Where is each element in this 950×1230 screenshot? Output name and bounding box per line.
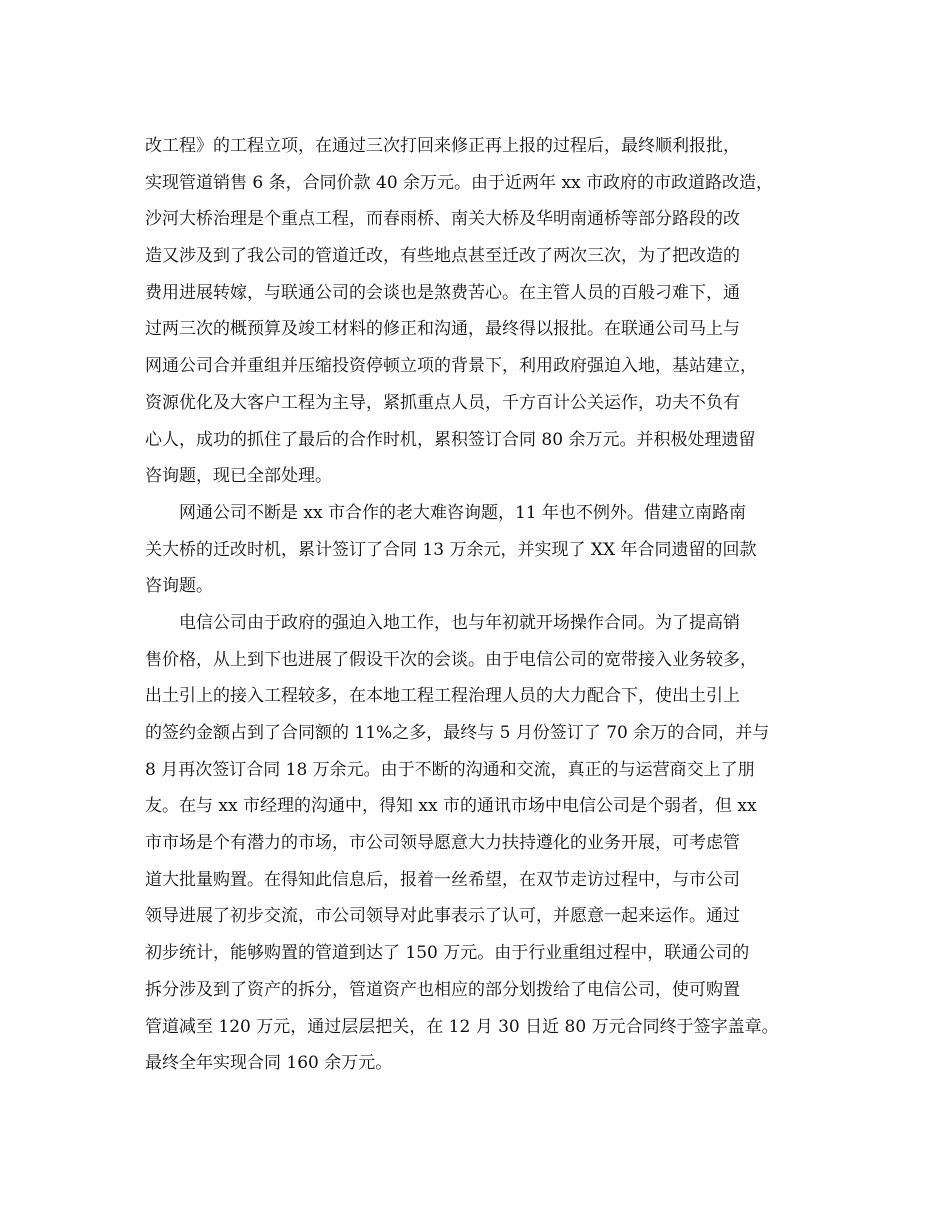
text-line: 拆分涉及到了资产的拆分，管道资产也相应的部分划拨给了电信公司，使可购置: [145, 979, 740, 1000]
text-line: 改工程》的工程立项，在通过三次打回来修正再上报的过程后，最终顺利报批，: [145, 136, 740, 156]
text-line: 领导进展了初步交流，市公司领导对此事表示了认可，并愿意一起来运作。通过: [145, 906, 740, 927]
text-line: 咨询题，现已全部处理。: [145, 466, 332, 487]
text-line: 友。在与 xx 市经理的沟通中，得知 xx 市的通讯市场中电信公司是个弱者，但 xx: [145, 796, 757, 817]
text-line: 网通公司合并重组并压缩投资停顿立项的背景下，利用政府强迫入地，基站建立，: [145, 356, 757, 377]
text-line: 资源优化及大客户工程为主导，紧抓重点人员，千方百计公关运作，功夫不负有: [145, 392, 740, 413]
text-line: 关大桥的迁改时机，累计签订了合同 13 万余元，并实现了 XX 年合同遗留的回款: [145, 539, 757, 560]
paragraph-2: [145, 495, 810, 605]
text-line: 网通公司不断是 xx 市合作的老大难咨询题，11 年也不例外。借建立南路南: [179, 502, 747, 523]
text-line: 咨询题。: [145, 576, 213, 597]
text-line: 过两三次的概预算及竣工材料的修正和沟通，最终得以报批。在联通公司马上与: [145, 319, 740, 340]
text-line: 初步统计，能够购置的管道到达了 150 万元。由于行业重组过程中，联通公司的: [145, 943, 750, 964]
text-line: 道大批量购置。在得知此信息后，报着一丝希望，在双节走访过程中，与市公司: [145, 869, 740, 890]
text-line: 电信公司由于政府的强迫入地工作，也与年初就开场操作合同。为了提高销: [179, 612, 740, 633]
text-line: 的签约金额占到了合同额的 11%之多，最终与 5 月份签订了 70 余万的合同，并与: [145, 723, 770, 743]
text-line: 售价格，从上到下也进展了假设干次的会谈。由于电信公司的宽带接入业务较多，: [145, 649, 757, 670]
text-line: 实现管道销售 6 条，合同价款 40 余万元。由于近两年 xx 市政府的市政道路改造，: [145, 172, 774, 193]
text-line: 出土引上的接入工程较多，在本地工程工程治理人员的大力配合下，使出土引上: [145, 686, 740, 707]
text-line: 造又涉及到了我公司的管道迁改，有些地点甚至迁改了两次三次，为了把改造的: [145, 246, 740, 267]
document-body: [145, 128, 810, 1082]
text-line: 心人，成功的抓住了最后的合作时机，累积签订合同 80 余万元。并积极处理遗留: [145, 429, 756, 450]
text-line: 8 月再次签订合同 18 万余元。由于不断的沟通和交流，真正的与运营商交上了朋: [145, 759, 755, 780]
paragraph-1: [145, 128, 810, 495]
text-line: 管道减至 120 万元，通过层层把关，在 12 月 30 日近 80 万元合同终于签字盖章。: [145, 1016, 779, 1037]
paragraph-3: [145, 605, 810, 1082]
text-line: 最终全年实现合同 160 余万元。: [145, 1053, 393, 1074]
text-line: 费用进展转嫁，与联通公司的会谈也是煞费苦心。在主管人员的百般刁难下，通: [145, 282, 740, 303]
text-line: 沙河大桥治理是个重点工程，而春雨桥、南关大桥及华明南通桥等部分路段的改: [145, 209, 740, 230]
text-line: 市市场是个有潜力的市场，市公司领导愿意大力扶持遵化的业务开展，可考虑管: [145, 833, 740, 854]
